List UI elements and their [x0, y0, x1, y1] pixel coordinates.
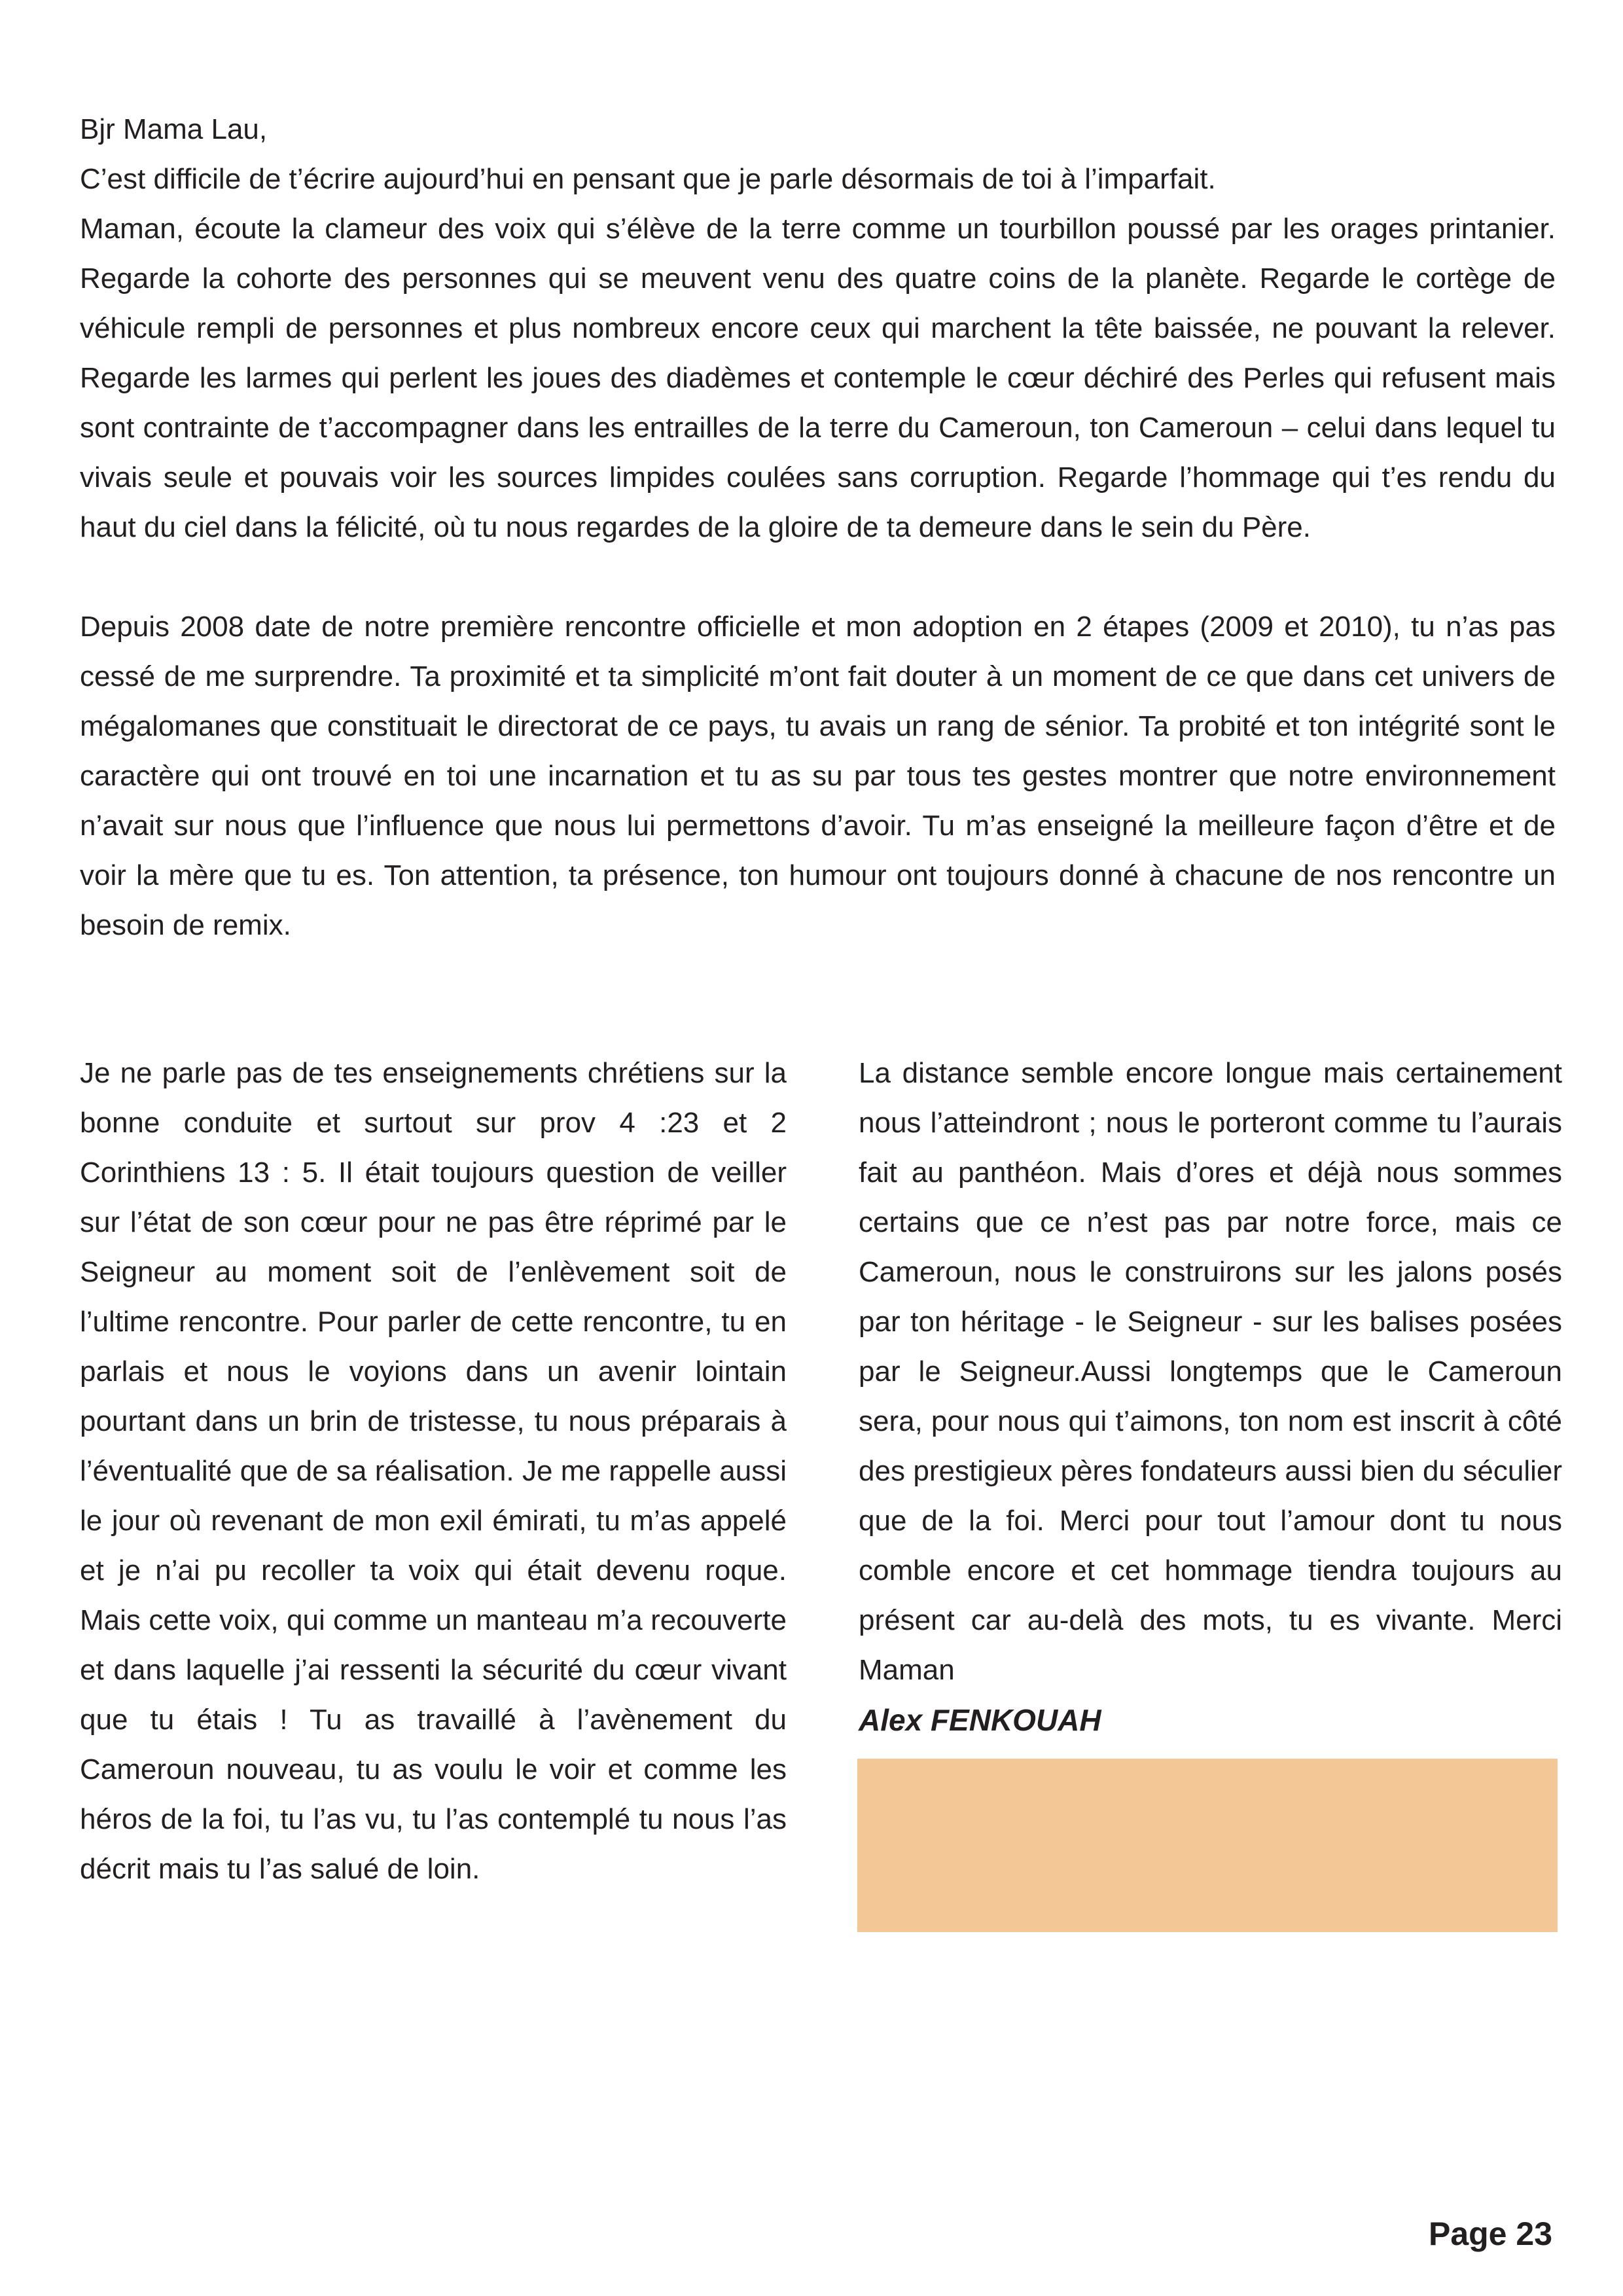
- opening-line: C’est difficile de t’écrire aujourd’hui en pensant que je parle désormais de toi à l’imparfait.: [80, 163, 1216, 195]
- paragraph-spacer: [80, 552, 1556, 602]
- page-number: Page 23: [1428, 2215, 1552, 2252]
- right-column: [859, 1049, 1562, 1745]
- decorative-color-box: [857, 1759, 1558, 1932]
- paragraph-2: Depuis 2008 date de notre première rencontre officielle et mon adoption en 2 étapes (2009 et 2010), tu n’as pas cessé de me surprendre. Ta proximité et ta simplicité m’ont fait douter à un moment de ce que dans cet univers de mégalomanes que constituait le directorat de ce pays, tu avais un rang de sénior. Ta probité et ton intégrité sont le caractère qui ont trouvé en toi une incarnation et tu as su par tous tes gestes montrer que notre environnement n’avait sur nous que l’influence que nous lui permettons d’avoir. Tu m’as enseigné la meilleure façon d’être et de voir la mère que tu es. Ton attention, ta présence, ton humour ont toujours donné à chacune de nos rencontre un besoin de remix.: [80, 611, 1556, 941]
- paragraph-1: Maman, écoute la clameur des voix qui s’élève de la terre comme un tourbillon poussé par les orages printanier. Regarde la cohorte des personnes qui se meuvent venu des quatre coins de la planète. Regarde le cortège de véhicule rempli de personnes et plus nombreux encore ceux qui marchent la tête baissée, ne pouvant la relever. Regarde les larmes qui perlent les joues des diadèmes et contemple le cœur déchiré des Perles qui refusent mais sont contrainte de t’accompagner dans les entrailles de la terre du Cameroun, ton Cameroun – celui dans lequel tu vivais seule et pouvais voir les sources limpides coulées sans corruption. Regarde l’hommage qui t’es rendu du haut du ciel dans la félicité, où tu nous regardes de la gloire de ta demeure dans le sein du Père.: [80, 213, 1556, 543]
- left-column-text: Je ne parle pas de tes enseignements chrétiens sur la bonne conduite et surtout sur prov 4 :23 et 2 Corinthiens 13 : 5. Il était toujours question de veiller sur l’état de son cœur pour ne pas être réprimé par le Seigneur au moment soit de l’enlèvement soit de l’ultime rencontre. Pour parler de cette rencontre, tu en parlais et nous le voyions dans un avenir lointain pourtant dans un brin de tristesse, tu nous préparais à l’éventualité que de sa réalisation. Je me rappelle aussi le jour où revenant de mon exil émirati, tu m’as appelé et je n’ai pu recoller ta voix qui était devenu roque. Mais cette voix, qui comme un manteau m’a recouverte et dans laquelle j’ai ressenti la sécurité du cœur vivant que tu étais ! Tu as travaillé à l’avènement du Cameroun nouveau, tu as voulu le voir et comme les héros de la foi, tu l’as vu, tu l’as contemplé tu nous l’as décrit mais tu l’as salué de loin.: [80, 1057, 787, 1885]
- signature: Alex FENKOUAH: [859, 1703, 1101, 1737]
- letter-intro: [80, 105, 1556, 950]
- right-column-text: La distance semble encore longue mais certainement nous l’atteindront ; nous le porteront comme tu l’aurais fait au panthéon. Mais d’ores et déjà nous sommes certains que ce n’est pas par notre force, mais ce Cameroun, nous le construirons sur les jalons posés par ton héritage - le Seigneur - sur les balises posées par le Seigneur.Aussi longtemps que le Cameroun sera, pour nous qui t’aimons, ton nom est inscrit à côté des prestigieux pères fondateurs aussi bien du séculier que de la foi. Merci pour tout l’amour dont tu nous comble encore et cet hommage tiendra toujours au présent car au-delà des mots, tu es vivante. Merci Maman: [859, 1057, 1562, 1686]
- greeting: Bjr Mama Lau,: [80, 113, 268, 145]
- left-column: [80, 1049, 787, 1894]
